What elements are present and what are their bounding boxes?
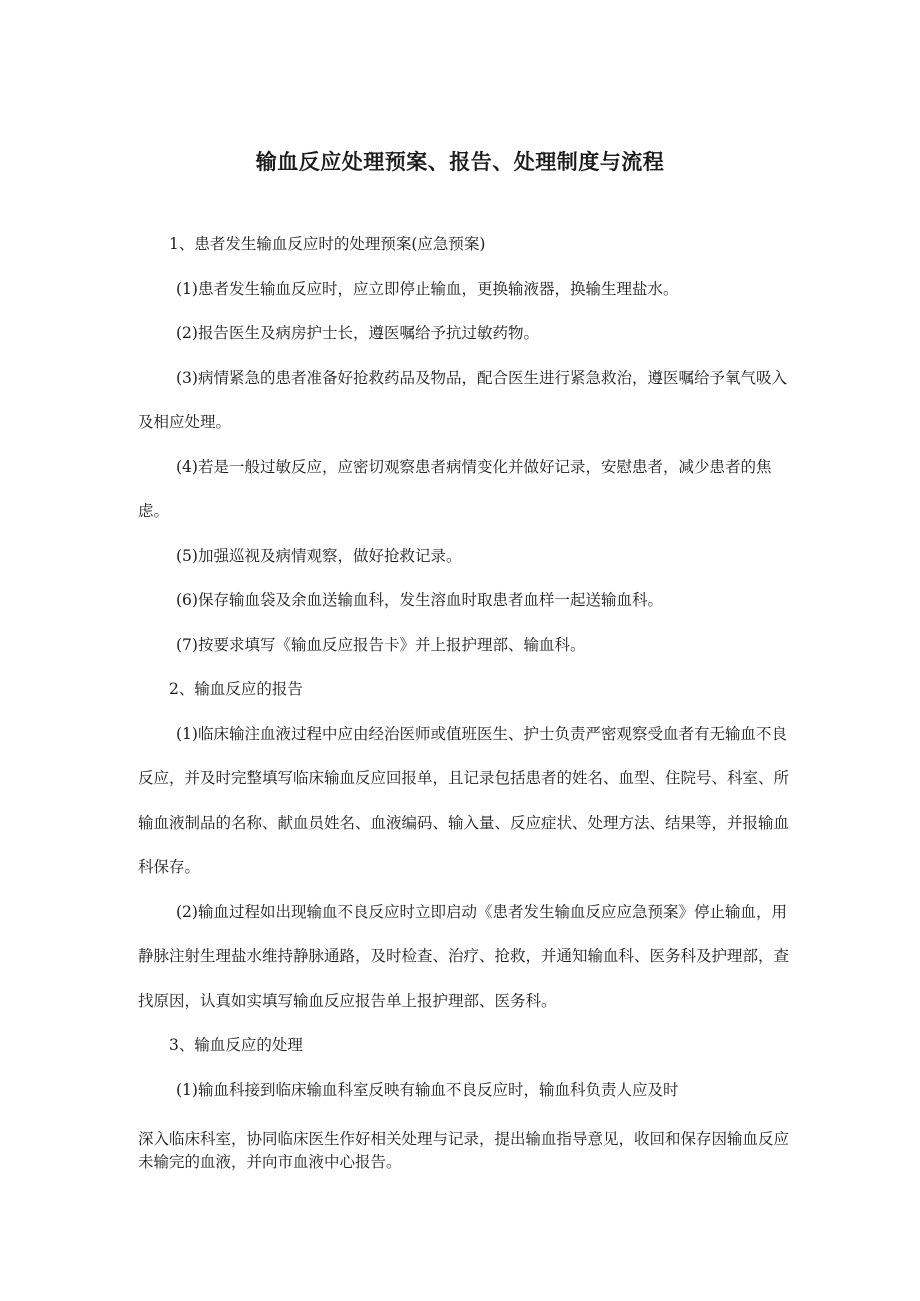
section-2-heading: 2、输血反应的报告 <box>169 680 303 698</box>
section-1-item-1: (1)患者发生输血反应时，应立即停止输血，更换输液器，换输生理盐水。 <box>176 279 679 298</box>
section-3-heading: 3、输血反应的处理 <box>169 1036 303 1054</box>
section-1-item-6: (6)保存输血袋及余血送输血科，发生溶血时取患者血样一起送输血科。 <box>176 591 663 609</box>
section-3-item-1-continued: 深入临床科室，协同临床医生作好相关处理与记录，提出输血指导意见，收回和保存因输血反应未输完的血液，并向市血液中心报告。 <box>138 1130 790 1171</box>
section-1-item-5: (5)加强巡视及病情观察，做好抢救记录。 <box>176 546 462 565</box>
section-2-item-2: (2)输血过程如出现输血不良反应时立即启动《患者发生输血反应应急预案》停止输血，用静脉注射生理盐水维持静脉通路，及时检查、治疗、抢救，并通知输血科、医务科及护理部，查找原因，认真如实填写输血反应报告单上报护理部、医务科。 <box>138 902 790 1010</box>
section-3-item-1: (1)输血科接到临床输血科室反映有输血不良反应时，输血科负责人应及时 <box>176 1080 679 1099</box>
section-1-item-3: (3)病情紧急的患者准备好抢救药品及物品，配合医生进行紧急救治，遵医嘱给予氧气吸入及相应处理。 <box>138 368 787 431</box>
section-1-item-2: (2)报告医生及病房护士长，遵医嘱给予抗过敏药物。 <box>176 324 539 342</box>
section-2-item-1: (1)临床输注血液过程中应由经治医师或值班医生、护士负责严密观察受血者有无输血不良反应，并及时完整填写临床输血反应回报单，且记录包括患者的姓名、血型、住院号、科室、所输血液制品的名称、献血员姓名、血液编码、输入量、反应症状、处理方法、结果等，并报输血科保存。 <box>138 724 790 876</box>
document-body <box>138 222 798 1174</box>
section-1-item-4: (4)若是一般过敏反应，应密切观察患者病情变化并做好记录，安慰患者，减少患者的焦虑。 <box>138 457 772 520</box>
section-1-item-7: (7)按要求填写《输血反应报告卡》并上报护理部、输血科。 <box>176 635 586 654</box>
section-1-heading: 1、患者发生输血反应时的处理预案(应急预案) <box>169 235 486 253</box>
document-title: 输血反应处理预案、报告、处理制度与流程 <box>255 150 665 174</box>
